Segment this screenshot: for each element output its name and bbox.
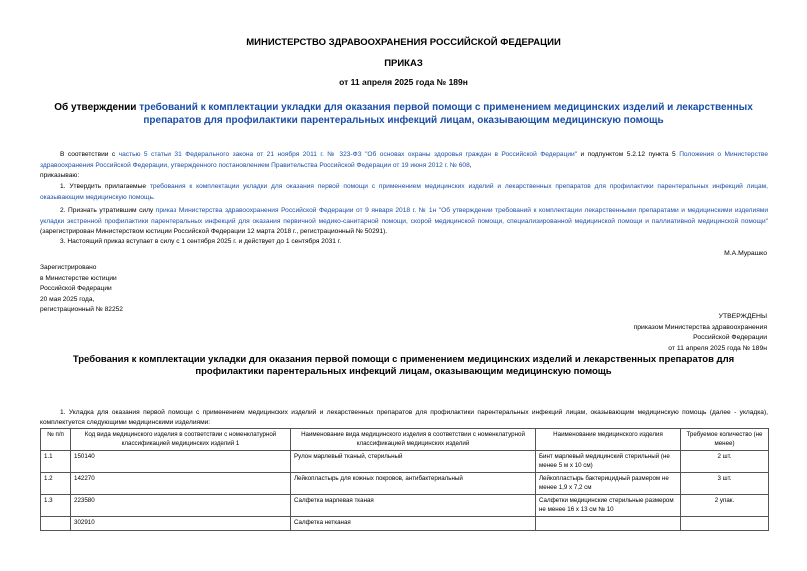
cell-med: Лейкопластырь бактерицидный размером не менее 1,9 х 7,2 см [536, 473, 681, 495]
registration-line: регистрационный № 82252 [40, 306, 123, 313]
registration-line: Зарегистрировано [40, 264, 97, 271]
cell-name: Рулон марлевый тканый, стерильный [291, 451, 536, 473]
table-header-row [41, 429, 769, 451]
item2-link[interactable]: приказ Министерства здравоохранения Российской Федерации от 9 января 2018 г. № 1н "Об утверждении требований к комплектации лекарственными препаратами и медицинскими изделиями укладки экстренной профилактики парентеральных инфекций для оказания первичной медико-санитарной помощи, скорой медицинской помощи, специализированной медицинской помощи и паллиативной медицинской помощи" [40, 207, 768, 225]
cell-qty: 3 шт. [681, 473, 769, 495]
table-row [41, 451, 769, 473]
header-num: № п/п [41, 429, 71, 451]
header-med: Наименование медицинского изделия [536, 429, 681, 451]
ministry-header: МИНИСТЕРСТВО ЗДРАВООХРАНЕНИЯ РОССИЙСКОЙ ФЕДЕРАЦИИ [246, 37, 561, 48]
order-item-3: 3. Настоящий приказ вступает в силу с 1 сентября 2025 г. и действует до 1 сентября 2031 г. [60, 238, 342, 245]
law-link[interactable]: частью 5 статьи 31 Федерального закона от 21 ноября 2011 г. № 323-ФЗ "Об основах охраны здоровья граждан в Российской Федерации" [118, 151, 578, 158]
order-item-1 [40, 182, 768, 203]
kit-table [40, 428, 769, 531]
cell-name: Салфетка марлевая тканая [291, 495, 536, 517]
cell-med: Бинт марлевый медицинский стерильный (не менее 5 м х 10 см) [536, 451, 681, 473]
basis-text-2: и подпунктом 5.2.12 пункта 5 [577, 151, 680, 158]
cell-code: 150140 [71, 451, 291, 473]
order-label: ПРИКАЗ [384, 58, 423, 69]
registration-line: в Министерстве юстиции [40, 274, 117, 282]
approved-block [634, 312, 767, 354]
cell-num [41, 517, 71, 531]
cell-med: Салфетки медицинские стерильные размером не менее 16 х 13 см № 10 [536, 495, 681, 517]
header-code: Код вида медицинского изделия в соответствии с номенклатурной классификацией медицинских изделий 1 [71, 429, 291, 451]
item1-link[interactable]: требования к комплектации укладки для оказания первой помощи с применением медицинских изделий и лекарственных препаратов для профилактики парентеральных инфекций лицам, оказывающим медицинскую помощь [40, 183, 768, 201]
cell-code: 223580 [71, 495, 291, 517]
header-qty: Требуемое количество (не менее) [681, 429, 769, 451]
cell-name: Салфетка нетканая [291, 517, 536, 531]
regulation-link[interactable]: Положения о Министерстве здравоохранения Российской Федерации, утвержденного постановлением Правительства Российской Федерации от 19 июня 2012 г. № 608 [40, 151, 769, 169]
cell-num: 1.3 [41, 495, 71, 517]
approved-line: приказом Министерства здравоохранения [633, 323, 767, 331]
approved-line: УТВЕРЖДЕНЫ [718, 313, 767, 320]
cell-qty [681, 517, 769, 531]
order-title [50, 101, 757, 127]
approved-line: от 11 апреля 2025 года № 189н [668, 344, 767, 352]
table-row [41, 495, 769, 517]
cell-code: 302910 [71, 517, 291, 531]
item1-suffix: . [152, 193, 155, 201]
table-row [41, 473, 769, 495]
registration-block [40, 263, 123, 316]
cell-code: 142270 [71, 473, 291, 495]
requirements-title: Требования к комплектации укладки для оказания первой помощи с применением медицинских изделий и лекарственных препаратов для профилактики парентеральных инфекций лицам, оказывающим медицинскую помощь [72, 354, 735, 377]
signature: М.А.Мурашко [724, 250, 767, 257]
basis-text-3: , [469, 161, 472, 169]
cell-med [536, 517, 681, 531]
item2-suffix: (зарегистрирован Министерством юстиции Российской Федерации 12 марта 2018 г., регистрационный № 50291). [40, 228, 388, 235]
order-date: от 11 апреля 2025 года № 189н [339, 77, 468, 87]
requirements-item-1: 1. Укладка для оказания первой помощи с применением медицинских изделий и лекарственных препаратов для профилактики парентеральных инфекций лицам, оказывающим медицинскую помощь (далее - укладка), комплектуется следующими медицинскими изделиями: [40, 409, 768, 426]
order-item-2 [40, 206, 768, 238]
registration-line: Российской Федерации [40, 285, 112, 292]
registration-line: 20 мая 2025 года, [40, 295, 95, 303]
header-name: Наименование вида медицинского изделия в соответствии с номенклатурной классификацией медицинских изделий [291, 429, 536, 451]
cell-name: Лейкопластырь для кожных покровов, антибактериальный [291, 473, 536, 495]
basis-text-1: В соответствии с [60, 151, 119, 158]
basis-paragraph [40, 150, 768, 182]
order-title-link[interactable]: требований к комплектации укладки для оказания первой помощи с применением медицинских изделий и лекарственных препаратов для профилактики парентеральных инфекций лицам, оказывающим медицинскую помощь [139, 102, 753, 126]
cell-qty: 2 упак. [681, 495, 769, 517]
cell-num: 1.1 [41, 451, 71, 473]
order-title-prefix: Об утверждении [54, 102, 140, 113]
cell-num: 1.2 [41, 473, 71, 495]
orders-word: приказываю: [40, 172, 80, 179]
table-row [41, 517, 769, 531]
cell-qty: 2 шт. [681, 451, 769, 473]
item2-prefix: 2. Признать утратившим силу [60, 207, 156, 214]
approved-line: Российской Федерации [693, 334, 767, 341]
item1-prefix: 1. Утвердить прилагаемые [60, 183, 150, 190]
